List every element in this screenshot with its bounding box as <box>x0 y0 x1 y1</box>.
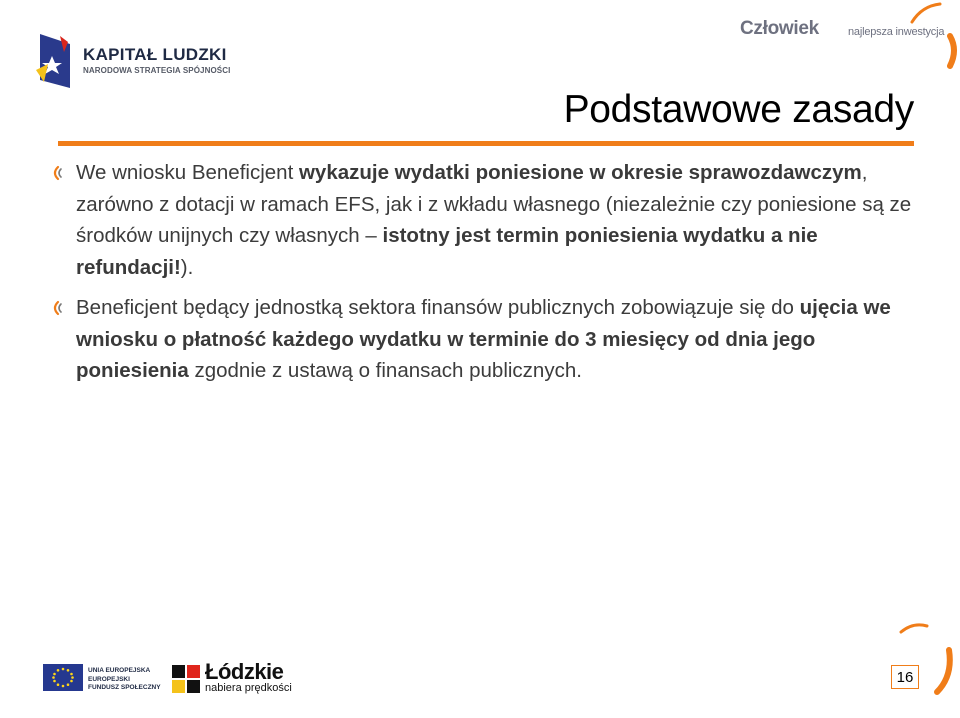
czlowiek-logo <box>740 18 945 48</box>
kapital-ludzki-subtitle: NARODOWA STRATEGIA SPÓJNOŚCI <box>83 66 231 75</box>
kapital-ludzki-emblem-icon <box>34 30 78 92</box>
czlowiek-logo-tagline: najlepsza inwestycja <box>848 26 945 38</box>
bullet-text: Beneficjent będący jednostką sektora finansów publicznych zobowiązuje się do ujęcia we wniosku o płatność każdego wydatku w terminie do 3 miesięcy od dnia jego poniesienia zgodnie z ustawą o finansach publicznych. <box>76 296 891 382</box>
eu-flag-icon <box>43 664 83 691</box>
bullet-item <box>76 292 926 387</box>
bullet-arc-icon <box>49 165 65 181</box>
bullet-item <box>76 157 926 283</box>
orange-arc-decoration-icon <box>900 0 960 80</box>
lodzkie-logo-icon <box>172 665 200 693</box>
lodzkie-logo-tagline: nabiera prędkości <box>205 682 292 694</box>
slide-title: Podstawowe zasady <box>563 88 914 131</box>
bullet-arc-icon <box>49 300 65 316</box>
title-underline <box>58 141 914 146</box>
lodzkie-logo-name: Łódzkie <box>205 659 284 684</box>
page-number: 16 <box>891 665 919 689</box>
bullet-text: We wniosku Beneficjent wykazuje wydatki poniesione w okresie sprawozdawczym, zarówno z dotacji w ramach EFS, jak i z wkładu własnego (niezależnie czy poniesione są ze środków unijnych czy własnych – istotny jest termin poniesienia wydatku a nie refundacji!). <box>76 161 912 279</box>
kapital-ludzki-title: KAPITAŁ LUDZKI <box>83 45 227 64</box>
kapital-ludzki-logo <box>34 30 234 92</box>
eu-fund-label: UNIA EUROPEJSKA EUROPEJSKI FUNDUSZ SPOŁECZNY <box>88 667 161 691</box>
czlowiek-logo-text: Człowiek <box>740 18 819 39</box>
